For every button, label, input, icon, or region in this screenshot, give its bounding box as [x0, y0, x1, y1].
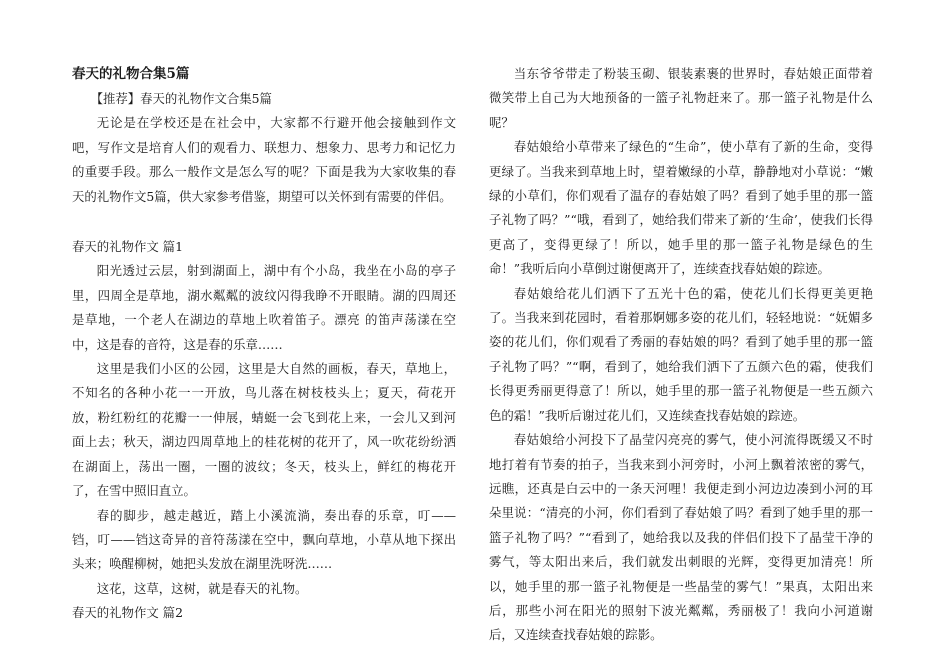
section-2-paragraph-1: 当东爷爷带走了粉装玉砌、银装素裹的世界时，春姑娘正面带着微笑带上自己为大地预备的一篮子礼物赶来了。那一篮子礼物是什么呢？ — [489, 66, 873, 130]
right-column — [489, 62, 873, 648]
section-1-paragraph-3: 春的脚步，越走越近，踏上小溪流淌，奏出春的乐章，叮——铛，叮——铛这奇异的音符荡漾在空中，飘向草地，小草从地下探出头来；唤醒柳树，她把头发放在湖里洗呀洗…… — [72, 507, 456, 572]
section-2-paragraph-4: 春姑娘给小河投下了晶莹闪亮亮的雾气，使小河流得既缓又不时地打着有节奏的拍子，当我来到小河旁时，小河上飘着浓密的雾气，远瞧，还真是白云中的一条天河哩！我便走到小河边边凑到小河的耳朵里说：“清亮的小河，你们看到了春姑娘了吗？看到了她手里的那一篮子礼物了吗？”“看到了，她给我以及我的伴侣们投下了晶莹干净的雾气，等太阳出来后，我们就发出刺眼的光辉，变得更加清亮！所以，她手里的那一篮子礼物便是一些晶莹的雾气！”果真，太阳出来后，那些小河在阳光的照射下波光粼粼，秀丽极了！我向小河道谢后，又连续查找春姑娘的踪影。 — [489, 432, 873, 643]
section-1-paragraph-4: 这花，这草，这树，就是春天的礼物。 — [96, 580, 308, 596]
section-2-heading: 春天的礼物作文 篇2 — [72, 605, 183, 621]
section-1-heading: 春天的礼物作文 篇1 — [72, 239, 183, 255]
section-2-paragraph-3: 春姑娘给花儿们洒下了五光十色的霜，使花儿们长得更美更艳了。当我来到花园时，看着那婀娜多姿的花儿们，轻轻地说：“妩媚多姿的花儿们，你们观看了秀丽的春姑娘的吗？看到了她手里的那一篮子礼物了吗？”“啊，看到了，她给我们洒下了五颜六色的霜，使我们长得更秀丽更得意了！所以，她手里的那一篮子礼物便是一些五颜六色的霜！”我听后谢过花儿们，又连续查找春姑娘的踪迹。 — [489, 285, 873, 423]
document-title: 春天的礼物合集5篇 — [72, 66, 190, 82]
recommend-line: 【推荐】春天的礼物作文合集5篇 — [90, 91, 272, 106]
left-column — [72, 62, 456, 626]
intro-paragraph: 无论是在学校还是在社会中，大家都不行避开他会接触到作文吧，写作文是培育人们的观看力、联想力、想象力、思考力和记忆力的重要手段。那么一般作文是怎么写的呢？下面是我为大家收集的春天的礼物作文5篇，供大家参考借鉴，期望可以关怀到有需要的伴侣。 — [72, 115, 456, 204]
section-1-paragraph-2: 这里是我们小区的公园，这里是大自然的画板，春天，草地上，不知名的各种小花一一开放，鸟儿落在树枝枝头上；夏天，荷花开放，粉红粉红的花瓣一一伸展，蜻蜓一会飞到花上来，一会儿又到河面上去；秋天，湖边四周草地上的桂花树的花开了，风一吹花纷纷洒在湖面上，荡出一圈，一圈的波纹；冬天，枝头上，鲜红的梅花开了，在雪中照旧直立。 — [72, 361, 456, 499]
section-1-paragraph-1: 阳光透过云层，射到湖面上，湖中有个小岛，我坐在小岛的亭子里，四周全是草地，湖水粼粼的波纹闪得我睁不开眼睛。湖的四周还是草地，一个老人在湖边的草地上吹着笛子。漂亮 的笛声荡漾在空中，这是春的音符，这是春的乐章…… — [72, 263, 456, 352]
section-2-paragraph-2: 春姑娘给小草带来了绿色的“生命”，使小草有了新的生命，变得更绿了。当我来到草地上时，望着嫩绿的小草，静静地对小草说：“嫩绿的小草们，你们观看了温存的春姑娘了吗？看到了她手里的那一篮子礼物了吗？”“哦，看到了，她给我们带来了新的‘生命’，使我们长得更高了，变得更绿了！所以，她手里的那一篮子礼物是绿色的生命！”我听后向小草倒过谢便离开了，连续查找春姑娘的踪迹。 — [489, 139, 873, 277]
